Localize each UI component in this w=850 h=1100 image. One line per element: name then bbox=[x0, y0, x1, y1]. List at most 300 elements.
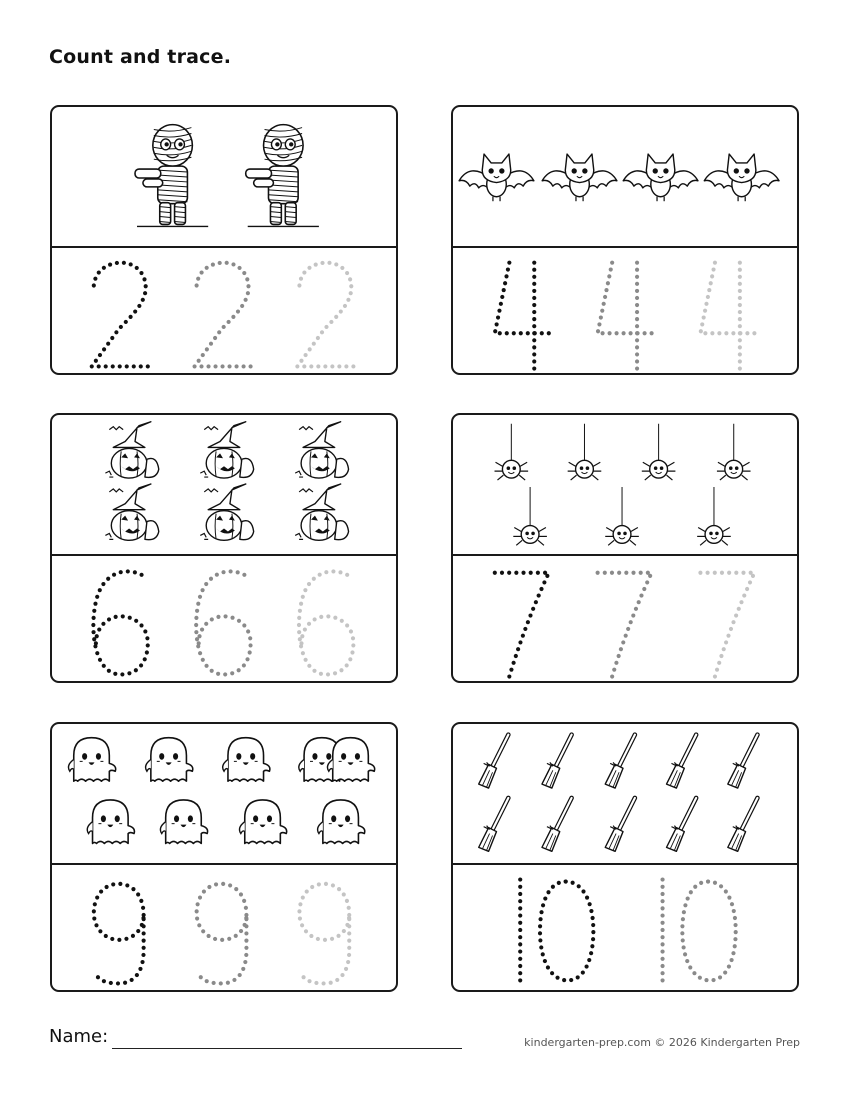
trace-dot bbox=[106, 577, 110, 581]
trace-dot bbox=[192, 364, 196, 368]
trace-dot bbox=[581, 889, 585, 893]
trace-dot bbox=[339, 668, 343, 672]
trace-dot bbox=[541, 952, 545, 956]
trace-dot bbox=[303, 588, 307, 592]
traceable-number-9 bbox=[92, 882, 146, 986]
trace-dot bbox=[717, 331, 721, 335]
trace-dot bbox=[591, 916, 595, 920]
trace-dot bbox=[244, 939, 248, 943]
trace-dot bbox=[111, 882, 115, 886]
trace-dot bbox=[504, 274, 508, 278]
trace-dot bbox=[543, 959, 547, 963]
traceable-number-6 bbox=[91, 569, 150, 676]
trace-dot bbox=[329, 320, 333, 324]
trace-dot bbox=[635, 359, 639, 363]
trace-dot bbox=[733, 937, 737, 941]
trace-dot bbox=[316, 364, 320, 368]
traceable-number-7 bbox=[698, 571, 755, 679]
trace-dot bbox=[129, 315, 133, 319]
trace-dot bbox=[326, 614, 330, 618]
trace-dot bbox=[312, 342, 316, 346]
trace-dot bbox=[98, 929, 102, 933]
trace-dot bbox=[741, 571, 745, 575]
trace-dot bbox=[249, 364, 253, 368]
trace-dot bbox=[312, 577, 316, 581]
trace-dot bbox=[617, 654, 621, 658]
trace-dot bbox=[521, 571, 525, 575]
trace-dot bbox=[234, 364, 238, 368]
trace-dot bbox=[298, 609, 302, 613]
trace-dot bbox=[347, 931, 351, 935]
trace-dot bbox=[351, 364, 355, 368]
trace-dot bbox=[532, 310, 536, 314]
trace-dot bbox=[660, 942, 664, 946]
trace-dot bbox=[110, 336, 114, 340]
trace-dot bbox=[130, 978, 134, 982]
trace-dot bbox=[724, 889, 728, 893]
trace-area bbox=[52, 248, 396, 375]
trace-dot bbox=[532, 352, 536, 356]
trace-dot bbox=[316, 937, 320, 941]
trace-dot bbox=[734, 613, 738, 617]
trace-dot bbox=[518, 950, 522, 954]
trace-dot bbox=[227, 320, 231, 324]
trace-dot bbox=[122, 261, 126, 265]
ghost-icon bbox=[87, 800, 134, 843]
ghost-icon bbox=[318, 800, 365, 843]
trace-dot bbox=[660, 928, 664, 932]
trace-dot bbox=[240, 304, 244, 308]
trace-dot bbox=[532, 345, 536, 349]
trace-dot bbox=[114, 330, 118, 334]
trace-dot bbox=[307, 582, 311, 586]
trace-dot bbox=[660, 921, 664, 925]
mummy-icon bbox=[246, 125, 319, 227]
trace-dot bbox=[713, 261, 717, 265]
trace-dot bbox=[146, 364, 150, 368]
trace-dot bbox=[139, 271, 143, 275]
picture-svg bbox=[52, 107, 396, 246]
trace-dot bbox=[102, 347, 106, 351]
bat-icon bbox=[542, 154, 617, 201]
trace-dot bbox=[506, 267, 510, 271]
trace-dot bbox=[314, 981, 318, 985]
trace-dot bbox=[576, 975, 580, 979]
hanging-spider-icon bbox=[568, 460, 602, 480]
trace-dot bbox=[710, 331, 714, 335]
trace-dot bbox=[232, 978, 236, 982]
trace-dot bbox=[237, 668, 241, 672]
trace-dot bbox=[532, 261, 536, 265]
trace-dot bbox=[331, 883, 335, 887]
trace-dot bbox=[136, 892, 140, 896]
jack-o-lantern-witch-hat-icon bbox=[105, 422, 158, 478]
trace-dot bbox=[532, 338, 536, 342]
trace-dot bbox=[518, 935, 522, 939]
trace-dot bbox=[322, 981, 326, 985]
trace-dot bbox=[196, 602, 200, 606]
trace-dot bbox=[702, 315, 706, 319]
trace-dot bbox=[518, 978, 522, 982]
trace-dot bbox=[195, 283, 199, 287]
trace-dot bbox=[650, 331, 654, 335]
trace-dot bbox=[116, 981, 120, 985]
trace-dot bbox=[299, 359, 303, 363]
traceable-number-6 bbox=[297, 569, 356, 676]
trace-dot bbox=[635, 331, 639, 335]
trace-dot bbox=[241, 967, 245, 971]
trace-dot bbox=[92, 616, 96, 620]
trace-dot bbox=[323, 938, 327, 942]
trace-dot bbox=[532, 296, 536, 300]
trace-dot bbox=[635, 303, 639, 307]
trace-dot bbox=[542, 580, 546, 584]
trace-dot bbox=[110, 937, 114, 941]
picture-svg bbox=[453, 107, 797, 246]
trace-dot bbox=[518, 971, 522, 975]
trace-dot bbox=[297, 630, 301, 634]
trace-dot bbox=[629, 620, 633, 624]
trace-dot bbox=[234, 887, 238, 891]
trace-dot bbox=[737, 607, 741, 611]
trace-dot bbox=[742, 594, 746, 598]
trace-dot bbox=[329, 981, 333, 985]
jack-o-lantern-witch-hat-icon bbox=[200, 484, 253, 540]
trace-dot bbox=[635, 282, 639, 286]
trace-dot bbox=[518, 885, 522, 889]
trace-dot bbox=[93, 602, 97, 606]
trace-dot bbox=[337, 364, 341, 368]
trace-dot bbox=[348, 657, 352, 661]
trace-dot bbox=[591, 937, 595, 941]
trace-dot bbox=[109, 981, 113, 985]
trace-dot bbox=[107, 617, 111, 621]
trace-dot bbox=[98, 353, 102, 357]
trace-dot bbox=[194, 623, 198, 627]
trace-dot bbox=[102, 979, 106, 983]
trace-dot bbox=[600, 309, 604, 313]
trace-dot bbox=[619, 647, 623, 651]
trace-dot bbox=[220, 938, 224, 942]
trace-dot bbox=[532, 303, 536, 307]
trace-dot bbox=[304, 353, 308, 357]
traceable-number-10 bbox=[660, 877, 737, 982]
trace-dot bbox=[244, 906, 248, 910]
trace-dot bbox=[95, 595, 99, 599]
trace-dot bbox=[738, 261, 742, 265]
picture-svg bbox=[52, 724, 396, 863]
trace-area bbox=[52, 865, 396, 992]
trace-dot bbox=[727, 571, 731, 575]
trace-dot bbox=[589, 909, 593, 913]
trace-dot bbox=[635, 310, 639, 314]
trace-dot bbox=[197, 359, 201, 363]
trace-dot bbox=[202, 890, 206, 894]
trace-dot bbox=[305, 890, 309, 894]
trace-dot bbox=[342, 892, 346, 896]
trace-dot bbox=[590, 944, 594, 948]
trace-dot bbox=[585, 896, 589, 900]
trace-dot bbox=[127, 671, 131, 675]
trace-dot bbox=[602, 302, 606, 306]
trace-dot bbox=[295, 364, 299, 368]
trace-dot bbox=[213, 364, 217, 368]
picture-svg bbox=[453, 724, 797, 863]
footer-credit: kindergarten-prep.com © 2026 Kindergarten Prep bbox=[524, 1036, 800, 1049]
trace-dot bbox=[316, 336, 320, 340]
trace-dot bbox=[118, 364, 122, 368]
trace-dot bbox=[314, 263, 318, 267]
trace-dot bbox=[113, 672, 117, 676]
trace-dot bbox=[324, 570, 328, 574]
trace-dot bbox=[351, 636, 355, 640]
count-trace-card-4 bbox=[451, 105, 799, 375]
trace-dot bbox=[540, 331, 544, 335]
trace-dot bbox=[94, 359, 98, 363]
trace-dot bbox=[610, 571, 614, 575]
traceable-number-9 bbox=[297, 882, 351, 986]
count-trace-card-6 bbox=[50, 413, 398, 683]
trace-dot bbox=[239, 929, 243, 933]
trace-dot bbox=[680, 931, 684, 935]
trace-dot bbox=[738, 268, 742, 272]
trace-dot bbox=[733, 916, 737, 920]
trace-dot bbox=[209, 577, 213, 581]
trace-dot bbox=[692, 971, 696, 975]
trace-dot bbox=[493, 571, 497, 575]
bat-icon bbox=[459, 154, 534, 201]
trace-dot bbox=[512, 331, 516, 335]
trace-dot bbox=[207, 934, 211, 938]
jack-o-lantern-witch-hat-icon bbox=[200, 422, 253, 478]
trace-dot bbox=[562, 978, 566, 982]
trace-dot bbox=[585, 965, 589, 969]
trace-dot bbox=[310, 885, 314, 889]
trace-dot bbox=[614, 661, 618, 665]
trace-dot bbox=[92, 609, 96, 613]
trace-dot bbox=[635, 317, 639, 321]
trace-dot bbox=[91, 630, 95, 634]
trace-dot bbox=[738, 303, 742, 307]
trace-dot bbox=[346, 298, 350, 302]
trace-dot bbox=[715, 668, 719, 672]
trace-dot bbox=[92, 909, 96, 913]
trace-dot bbox=[683, 903, 687, 907]
trace-dot bbox=[340, 266, 344, 270]
trace-dot bbox=[738, 331, 742, 335]
trace-dot bbox=[98, 588, 102, 592]
trace-dot bbox=[532, 366, 536, 370]
ghost-icon bbox=[68, 738, 115, 781]
trace-dot bbox=[703, 309, 707, 313]
trace-dot bbox=[301, 595, 305, 599]
trace-dot bbox=[228, 883, 232, 887]
trace-dot bbox=[493, 329, 497, 333]
trace-dot bbox=[601, 331, 605, 335]
trace-dot bbox=[581, 970, 585, 974]
trace-dot bbox=[93, 277, 97, 281]
trace-dot bbox=[92, 916, 96, 920]
traceable-number-6 bbox=[194, 569, 253, 676]
trace-dot bbox=[639, 594, 643, 598]
trace-dot bbox=[125, 883, 129, 887]
trace-dot bbox=[104, 364, 108, 368]
trace-dot bbox=[723, 970, 727, 974]
bat-icon bbox=[623, 154, 698, 201]
trace-dot bbox=[146, 643, 150, 647]
trace-dot bbox=[635, 261, 639, 265]
trace-dot bbox=[318, 573, 322, 577]
trace-dot bbox=[301, 895, 305, 899]
trace-dot bbox=[531, 607, 535, 611]
ghost-icon bbox=[327, 738, 374, 781]
trace-dot bbox=[587, 958, 591, 962]
trace-dot bbox=[220, 364, 224, 368]
trace-dot bbox=[201, 658, 205, 662]
picture-area bbox=[453, 415, 797, 554]
ghost-icon bbox=[160, 800, 207, 843]
trace-dot bbox=[216, 615, 220, 619]
trace-dot bbox=[201, 588, 205, 592]
trace-dot bbox=[571, 881, 575, 885]
trace-dot bbox=[343, 304, 347, 308]
trace-dot bbox=[120, 672, 124, 676]
trace-dot bbox=[227, 937, 231, 941]
trace-dot bbox=[706, 879, 710, 883]
picture-svg bbox=[453, 415, 797, 554]
trace-dot bbox=[299, 602, 303, 606]
count-trace-card-9 bbox=[50, 722, 398, 992]
traceable-number-7 bbox=[596, 571, 653, 679]
bat-icon bbox=[704, 154, 779, 201]
trace-dot bbox=[137, 304, 141, 308]
trace-dot bbox=[660, 978, 664, 982]
trace-dot bbox=[514, 654, 518, 658]
trace-dot bbox=[117, 938, 121, 942]
trace-dot bbox=[713, 674, 717, 678]
trace-dot bbox=[546, 965, 550, 969]
trace-dot bbox=[564, 879, 568, 883]
trace-dot bbox=[660, 957, 664, 961]
trace-dot bbox=[93, 902, 97, 906]
trace-dot bbox=[209, 342, 213, 346]
trace-dot bbox=[242, 364, 246, 368]
trace-dot bbox=[230, 616, 234, 620]
trace-dot bbox=[205, 979, 209, 983]
trace-dot bbox=[218, 261, 222, 265]
trace-dot bbox=[719, 884, 723, 888]
trace-dot bbox=[200, 271, 204, 275]
trace-dot bbox=[689, 890, 693, 894]
trace-dot bbox=[229, 569, 233, 573]
trace-dot bbox=[532, 331, 536, 335]
trace-dot bbox=[738, 282, 742, 286]
ghost-icon bbox=[239, 800, 286, 843]
trace-dot bbox=[133, 570, 137, 574]
trace-dot bbox=[95, 634, 99, 638]
trace-dot bbox=[94, 923, 98, 927]
trace-dot bbox=[700, 322, 704, 326]
broom-icon bbox=[605, 798, 635, 851]
trace-dot bbox=[660, 935, 664, 939]
trace-dot bbox=[237, 266, 241, 270]
trace-dot bbox=[206, 364, 210, 368]
trace-dot bbox=[210, 669, 214, 673]
trace-dot bbox=[507, 674, 511, 678]
trace-dot bbox=[92, 283, 96, 287]
trace-dot bbox=[710, 274, 714, 278]
trace-dot bbox=[205, 266, 209, 270]
trace-dot bbox=[317, 882, 321, 886]
trace-dot bbox=[108, 263, 112, 267]
trace-dot bbox=[660, 899, 664, 903]
trace-dot bbox=[704, 302, 708, 306]
trace-dot bbox=[635, 352, 639, 356]
trace-dot bbox=[730, 902, 734, 906]
trace-dot bbox=[722, 647, 726, 651]
trace-dot bbox=[738, 345, 742, 349]
jack-o-lantern-witch-hat-icon bbox=[105, 484, 158, 540]
name-write-line[interactable] bbox=[112, 1048, 462, 1049]
trace-dot bbox=[347, 906, 351, 910]
trace-dot bbox=[102, 266, 106, 270]
trace-dot bbox=[94, 641, 98, 645]
trace-dot bbox=[726, 634, 730, 638]
trace-dot bbox=[223, 614, 227, 618]
trace-dot bbox=[324, 325, 328, 329]
trace-dot bbox=[201, 929, 205, 933]
trace-dot bbox=[327, 261, 331, 265]
trace-svg bbox=[453, 865, 797, 992]
trace-dot bbox=[538, 938, 542, 942]
trace-dot bbox=[577, 884, 581, 888]
trace-dot bbox=[738, 338, 742, 342]
trace-dot bbox=[308, 347, 312, 351]
trace-dot bbox=[319, 672, 323, 676]
trace-dot bbox=[532, 282, 536, 286]
trace-dot bbox=[215, 573, 219, 577]
hanging-spider-icon bbox=[717, 460, 751, 480]
trace-dot bbox=[523, 627, 527, 631]
trace-dot bbox=[195, 909, 199, 913]
trace-dot bbox=[145, 650, 149, 654]
trace-dot bbox=[298, 902, 302, 906]
trace-dot bbox=[680, 924, 684, 928]
trace-dot bbox=[230, 671, 234, 675]
trace-dot bbox=[298, 916, 302, 920]
trace-dot bbox=[731, 331, 735, 335]
hanging-spider-icon bbox=[513, 526, 547, 546]
trace-dot bbox=[340, 619, 344, 623]
name-label: Name: bbox=[49, 1026, 109, 1047]
broom-icon bbox=[479, 798, 509, 851]
trace-dot bbox=[336, 934, 340, 938]
trace-dot bbox=[207, 885, 211, 889]
trace-dot bbox=[347, 939, 351, 943]
trace-dot bbox=[738, 275, 742, 279]
trace-dot bbox=[139, 899, 143, 903]
trace-dot bbox=[518, 914, 522, 918]
trace-dot bbox=[334, 262, 338, 266]
trace-dot bbox=[145, 636, 149, 640]
trace-dot bbox=[660, 892, 664, 896]
trace-dot bbox=[604, 288, 608, 292]
trace-dot bbox=[514, 571, 518, 575]
trace-dot bbox=[195, 916, 199, 920]
trace-dot bbox=[142, 946, 146, 950]
trace-dot bbox=[244, 298, 248, 302]
trace-dot bbox=[551, 885, 555, 889]
